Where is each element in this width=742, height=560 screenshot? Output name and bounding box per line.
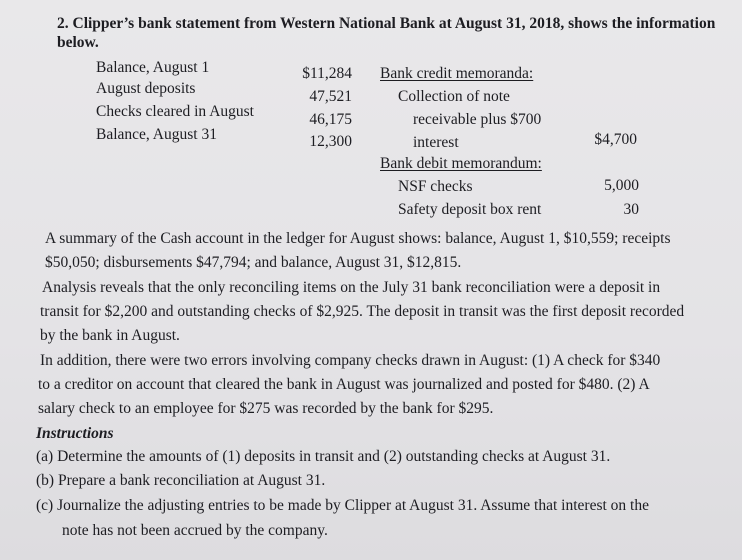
stmt-label: Balance, August 31 bbox=[96, 126, 217, 143]
analysis-line: transit for $2,200 and outstanding checks of $2,925. The deposit in transit was the first deposit recorded bbox=[40, 303, 685, 320]
instructions-heading: Instructions bbox=[36, 425, 114, 442]
stmt-value: 12,300 bbox=[309, 133, 352, 150]
debit-memo-value: 30 bbox=[623, 201, 639, 218]
debit-memo-heading: Bank debit memorandum: bbox=[380, 155, 542, 172]
summary-line: $50,050; disbursements $47,794; and balance, August 31, $12,815. bbox=[45, 254, 462, 271]
stmt-value: $11,284 bbox=[302, 65, 352, 82]
errors-line: to a creditor on account that cleared the bank in August was journalized and posted for $480. (2) A bbox=[38, 376, 650, 393]
credit-memo-line: receivable plus $700 bbox=[413, 111, 542, 128]
instruction-a: (a) Determine the amounts of (1) deposits in transit and (2) outstanding checks at August 31. bbox=[36, 448, 611, 465]
stmt-label: Checks cleared in August bbox=[96, 103, 254, 120]
debit-memo-item: Safety deposit box rent bbox=[398, 201, 542, 218]
credit-memo-line: Collection of note bbox=[398, 88, 510, 105]
problem-intro-line1: 2. Clipper’s bank statement from Western National Bank at August 31, 2018, shows the information bbox=[57, 15, 716, 32]
problem-intro-line2: below. bbox=[57, 34, 99, 51]
analysis-line: Analysis reveals that the only reconciling items on the July 31 bank reconciliation were a deposit in bbox=[42, 279, 661, 296]
stmt-label: August deposits bbox=[96, 80, 196, 97]
stmt-label: Balance, August 1 bbox=[96, 59, 210, 76]
summary-line: A summary of the Cash account in the ledger for August shows: balance, August 1, $10,559; receipts bbox=[45, 230, 671, 247]
credit-memo-amount: $4,700 bbox=[594, 131, 637, 148]
instruction-c-line1: (c) Journalize the adjusting entries to be made by Clipper at August 31. Assume that interest on the bbox=[36, 497, 649, 514]
stmt-value: 46,175 bbox=[309, 111, 352, 128]
instruction-c-line2: note has not been accrued by the company. bbox=[62, 522, 328, 539]
analysis-line: by the bank in August. bbox=[40, 327, 180, 344]
debit-memo-item: NSF checks bbox=[398, 178, 473, 195]
errors-line: salary check to an employee for $275 was recorded by the bank for $295. bbox=[38, 400, 494, 417]
credit-memo-line: interest bbox=[413, 134, 459, 151]
stmt-value: 47,521 bbox=[309, 88, 352, 105]
errors-line: In addition, there were two errors involving company checks drawn in August: (1) A check for $340 bbox=[40, 352, 661, 369]
debit-memo-value: 5,000 bbox=[604, 177, 639, 194]
instruction-b: (b) Prepare a bank reconciliation at August 31. bbox=[36, 472, 326, 489]
credit-memo-heading: Bank credit memoranda: bbox=[380, 65, 534, 82]
